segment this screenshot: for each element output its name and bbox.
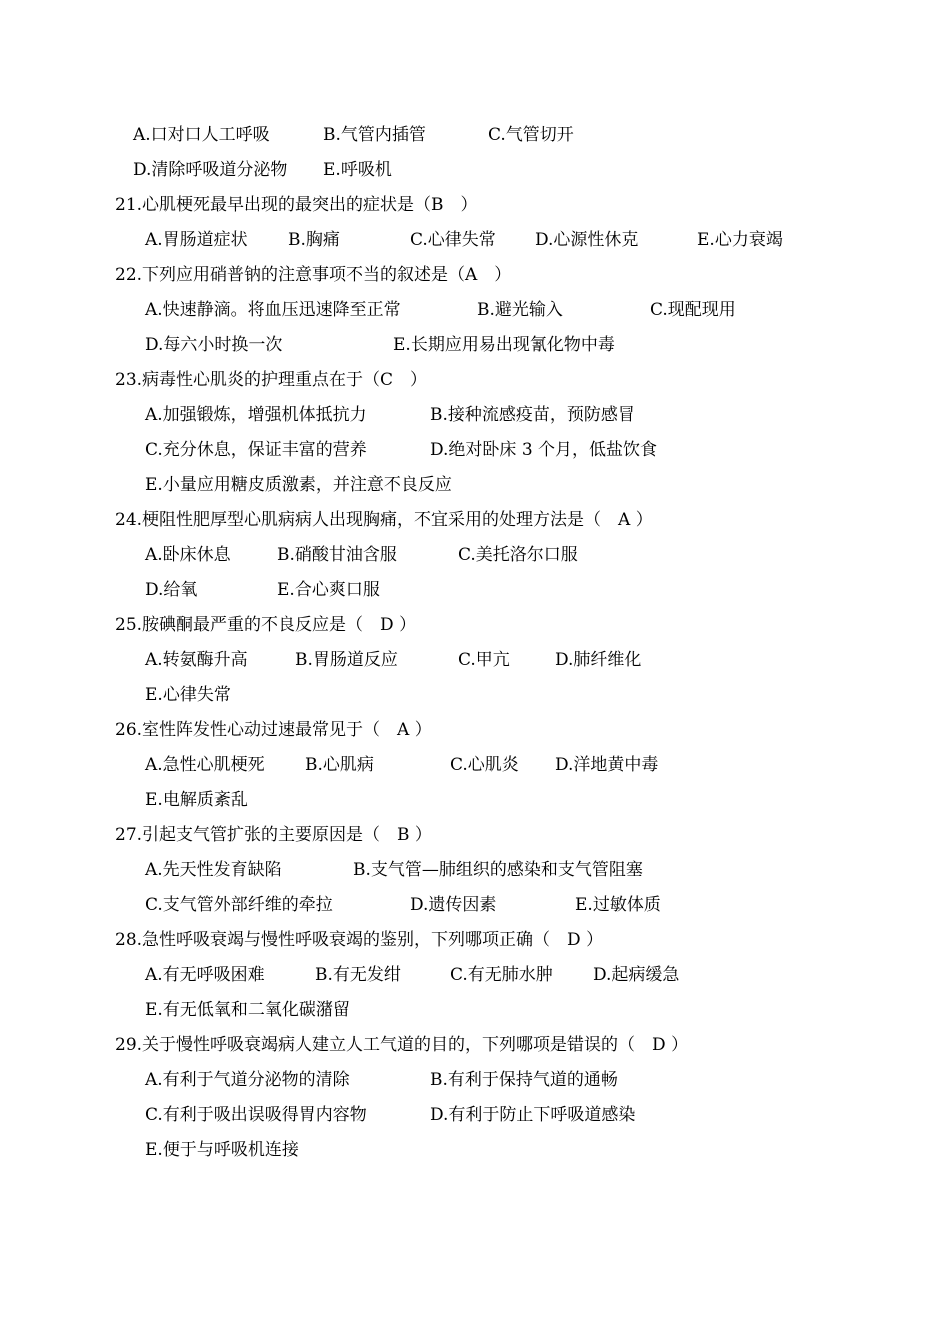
option-a: A.口对口人工呼吸 bbox=[133, 125, 270, 145]
option-c: C.甲亢 bbox=[458, 650, 510, 670]
option-a: A.加强锻炼，增强机体抵抗力 bbox=[145, 405, 367, 425]
option-d: D.每六小时换一次 bbox=[145, 335, 283, 355]
question-25: 25.胺碘酮最严重的不良反应是（ D ） bbox=[115, 615, 417, 635]
option-e: E.便于与呼吸机连接 bbox=[145, 1140, 299, 1160]
option-c: C.美托洛尔口服 bbox=[458, 545, 578, 565]
option-row bbox=[145, 544, 578, 566]
question-26: 26.室性阵发性心动过速最常见于（ A ） bbox=[115, 720, 432, 740]
option-c: C.支气管外部纤维的牵拉 bbox=[145, 895, 333, 915]
option-row bbox=[145, 229, 783, 251]
option-b: B.有无发绀 bbox=[315, 965, 401, 985]
option-d: D.给氧 bbox=[145, 580, 198, 600]
question-23: 23.病毒性心肌炎的护理重点在于（C ） bbox=[115, 370, 428, 390]
option-b: B.胸痛 bbox=[288, 230, 340, 250]
option-c: C.有无肺水肿 bbox=[450, 965, 553, 985]
option-d: D.起病缓急 bbox=[593, 965, 680, 985]
option-e: E.电解质紊乱 bbox=[145, 790, 248, 810]
option-row bbox=[145, 1104, 636, 1126]
option-e: E.有无低氧和二氧化碳潴留 bbox=[145, 1000, 350, 1020]
option-a: A.卧床休息 bbox=[145, 545, 231, 565]
option-row bbox=[145, 789, 248, 811]
option-a: A.有无呼吸困难 bbox=[145, 965, 265, 985]
option-row bbox=[145, 684, 231, 706]
option-row bbox=[145, 299, 736, 321]
option-a: A.急性心肌梗死 bbox=[145, 755, 265, 775]
option-row bbox=[145, 649, 642, 671]
option-b: B.心肌病 bbox=[305, 755, 374, 775]
option-e: E.心力衰竭 bbox=[697, 230, 783, 250]
option-d: D.绝对卧床 3 个月，低盐饮食 bbox=[430, 440, 658, 460]
option-e: E.呼吸机 bbox=[323, 160, 392, 180]
option-c: C.充分休息，保证丰富的营养 bbox=[145, 440, 367, 460]
option-row bbox=[145, 754, 659, 776]
option-row bbox=[145, 439, 658, 461]
option-row bbox=[133, 159, 392, 181]
option-c: C.有利于吸出误吸得胃内容物 bbox=[145, 1105, 367, 1125]
option-row bbox=[145, 1069, 618, 1091]
option-e: E.小量应用糖皮质激素，并注意不良反应 bbox=[145, 475, 452, 495]
option-b: B.气管内插管 bbox=[323, 125, 426, 145]
option-a: A.胃肠道症状 bbox=[145, 230, 248, 250]
option-c: C.心肌炎 bbox=[450, 755, 519, 775]
option-row bbox=[145, 404, 635, 426]
option-row bbox=[145, 474, 452, 496]
option-d: D.清除呼吸道分泌物 bbox=[133, 160, 288, 180]
option-row bbox=[145, 579, 380, 601]
option-d: D.洋地黄中毒 bbox=[555, 755, 659, 775]
question-29: 29.关于慢性呼吸衰竭病人建立人工气道的目的，下列哪项是错误的（ D ） bbox=[115, 1035, 689, 1055]
option-e: E.长期应用易出现氰化物中毒 bbox=[393, 335, 615, 355]
option-e: E.过敏体质 bbox=[575, 895, 661, 915]
option-row bbox=[145, 999, 350, 1021]
option-b: B.避光输入 bbox=[477, 300, 563, 320]
question-28: 28.急性呼吸衰竭与慢性呼吸衰竭的鉴别，下列哪项正确（ D ） bbox=[115, 930, 604, 950]
option-e: E.合心爽口服 bbox=[277, 580, 380, 600]
option-a: A.有利于气道分泌物的清除 bbox=[145, 1070, 350, 1090]
option-a: A.先天性发育缺陷 bbox=[145, 860, 282, 880]
option-b: B.胃肠道反应 bbox=[295, 650, 398, 670]
option-d: D.遗传因素 bbox=[410, 895, 497, 915]
option-b: B.有利于保持气道的通畅 bbox=[430, 1070, 618, 1090]
option-row bbox=[145, 859, 643, 881]
option-c: C.心律失常 bbox=[410, 230, 496, 250]
option-c: C.现配现用 bbox=[650, 300, 736, 320]
option-row bbox=[145, 964, 680, 986]
question-24: 24.梗阻性肥厚型心肌病病人出现胸痛，不宜采用的处理方法是（ A ） bbox=[115, 510, 653, 530]
option-row bbox=[145, 334, 615, 356]
option-b: B.硝酸甘油含服 bbox=[277, 545, 397, 565]
option-c: C.气管切开 bbox=[488, 125, 574, 145]
question-22: 22.下列应用硝普钠的注意事项不当的叙述是（A ） bbox=[115, 265, 512, 285]
option-a: A.快速静滴。将血压迅速降至正常 bbox=[145, 300, 401, 320]
option-d: D.心源性休克 bbox=[535, 230, 639, 250]
option-row bbox=[133, 124, 574, 146]
option-d: D.肺纤维化 bbox=[555, 650, 642, 670]
option-row bbox=[145, 1139, 299, 1161]
option-d: D.有利于防止下呼吸道感染 bbox=[430, 1105, 636, 1125]
question-27: 27.引起支气管扩张的主要原因是（ B ） bbox=[115, 825, 432, 845]
question-21: 21.心肌梗死最早出现的最突出的症状是（B ） bbox=[115, 195, 478, 215]
option-b: B.支气管—肺组织的感染和支气管阻塞 bbox=[353, 860, 643, 880]
option-a: A.转氨酶升高 bbox=[145, 650, 248, 670]
option-e: E.心律失常 bbox=[145, 685, 231, 705]
option-b: B.接种流感疫苗，预防感冒 bbox=[430, 405, 635, 425]
option-row bbox=[145, 894, 661, 916]
